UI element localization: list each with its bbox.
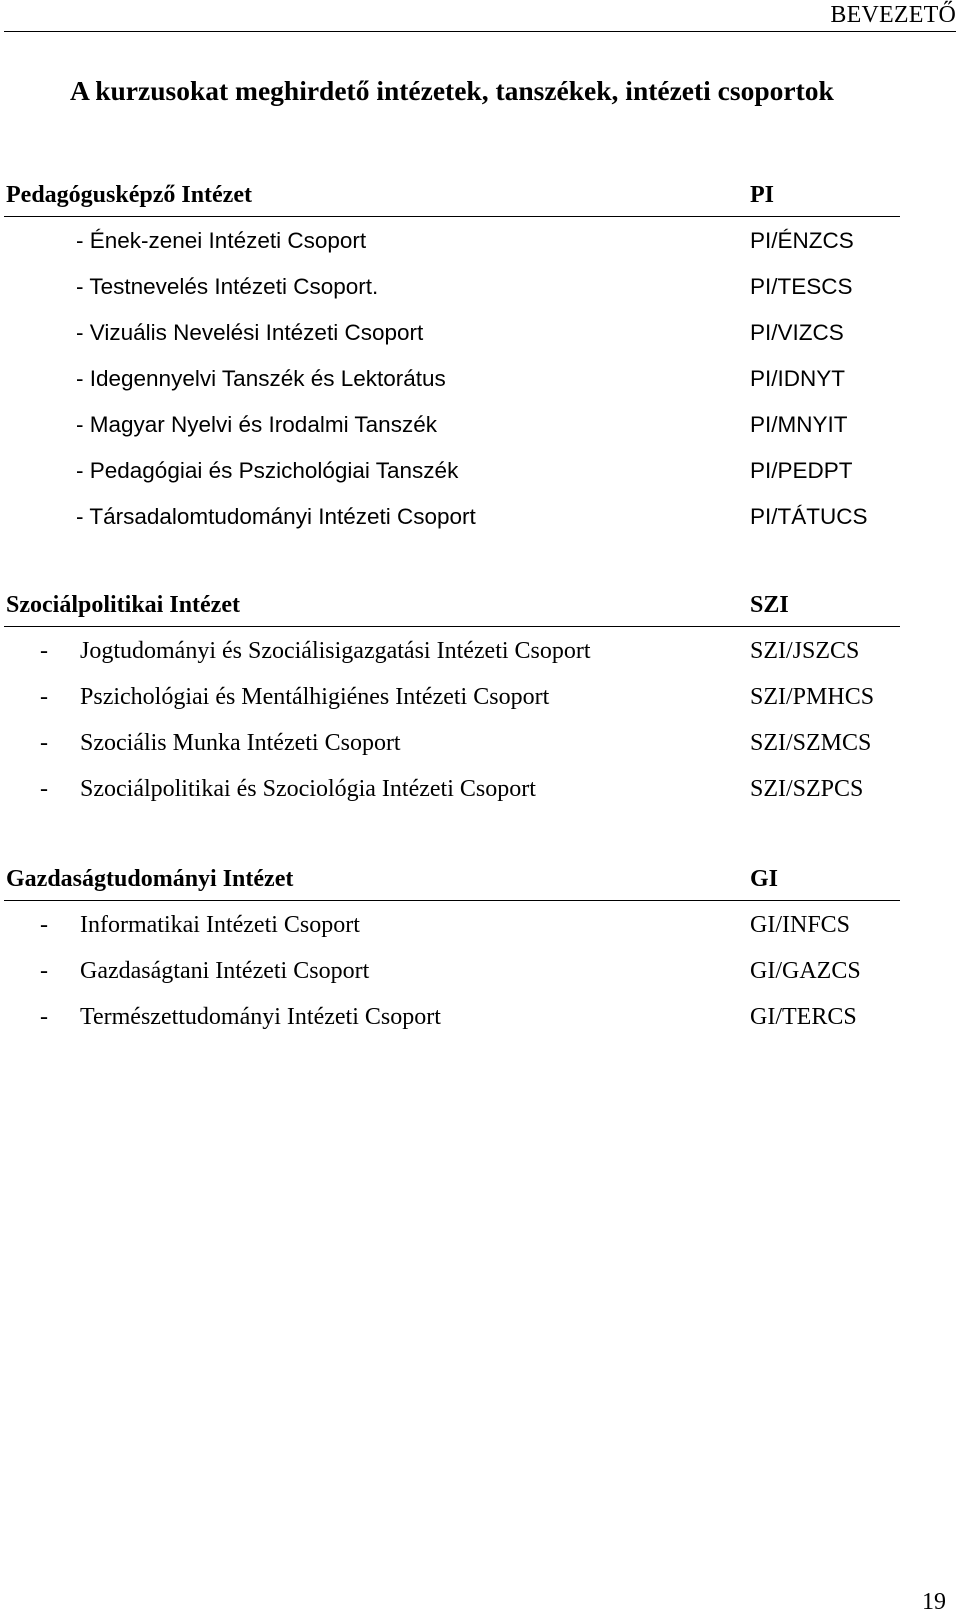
unit-code: SZI/SZPCS — [750, 776, 864, 802]
institute-heading-gi — [4, 866, 900, 901]
unit-row — [0, 912, 960, 946]
unit-row — [0, 638, 960, 672]
unit-label: Természettudományi Intézeti Csoport — [80, 1004, 441, 1030]
institute-name: Szociálpolitikai Intézet — [6, 592, 240, 618]
unit-row — [0, 776, 960, 810]
unit-code: SZI/PMHCS — [750, 684, 875, 710]
page-title: A kurzusokat meghirdető intézetek, tanszékek, intézeti csoportok — [70, 75, 834, 106]
institute-heading-szi — [4, 592, 900, 627]
unit-row — [0, 457, 960, 491]
unit-row — [0, 319, 960, 353]
unit-label: - Idegennyelvi Tanszék és Lektorátus — [76, 366, 446, 391]
unit-row — [0, 958, 960, 992]
unit-code: GI/TERCS — [750, 1004, 857, 1030]
unit-row — [0, 365, 960, 399]
unit-label: Informatikai Intézeti Csoport — [80, 912, 360, 938]
unit-label: Pszichológiai és Mentálhigiénes Intézeti Csoport — [80, 684, 550, 710]
institute-name: Pedagógusképző Intézet — [6, 182, 252, 208]
unit-label: - Társadalomtudományi Intézeti Csoport — [76, 504, 476, 529]
institute-code: GI — [750, 866, 779, 892]
unit-label: - Vizuális Nevelési Intézeti Csoport — [76, 320, 424, 345]
unit-dash: - — [40, 684, 48, 710]
unit-row — [0, 503, 960, 537]
header-rule — [4, 31, 956, 32]
unit-row — [0, 227, 960, 261]
unit-dash: - — [40, 638, 48, 664]
unit-code: PI/PEDPT — [750, 458, 853, 483]
unit-label: Szociális Munka Intézeti Csoport — [80, 730, 401, 756]
institute-name: Gazdaságtudományi Intézet — [6, 866, 294, 892]
institute-heading-pi — [4, 182, 900, 217]
unit-dash: - — [40, 1004, 48, 1030]
unit-dash: - — [40, 776, 48, 802]
unit-dash: - — [40, 730, 48, 756]
page-number: 19 — [922, 1589, 946, 1615]
unit-code: PI/MNYIT — [750, 412, 848, 437]
unit-row — [0, 411, 960, 445]
unit-row — [0, 273, 960, 307]
unit-label: Szociálpolitikai és Szociológia Intézeti Csoport — [80, 776, 536, 802]
unit-code: SZI/SZMCS — [750, 730, 872, 756]
running-header: BEVEZETŐ — [830, 2, 956, 28]
unit-code: SZI/JSZCS — [750, 638, 860, 664]
unit-label: - Testnevelés Intézeti Csoport. — [76, 274, 379, 299]
unit-label: Jogtudományi és Szociálisigazgatási Intézeti Csoport — [80, 638, 591, 664]
unit-code: PI/TÁTUCS — [750, 504, 868, 529]
institute-code: SZI — [750, 592, 789, 618]
unit-row — [0, 684, 960, 718]
institute-code: PI — [750, 182, 774, 208]
unit-label: Gazdaságtani Intézeti Csoport — [80, 958, 370, 984]
unit-code: PI/VIZCS — [750, 320, 844, 345]
unit-label: - Pedagógiai és Pszichológiai Tanszék — [76, 458, 459, 483]
unit-dash: - — [40, 912, 48, 938]
unit-code: GI/INFCS — [750, 912, 851, 938]
unit-row — [0, 730, 960, 764]
unit-label: - Magyar Nyelvi és Irodalmi Tanszék — [76, 412, 437, 437]
unit-code: GI/GAZCS — [750, 958, 861, 984]
unit-code: PI/TESCS — [750, 274, 853, 299]
unit-label: - Ének-zenei Intézeti Csoport — [76, 228, 367, 253]
unit-code: PI/IDNYT — [750, 366, 846, 391]
unit-dash: - — [40, 958, 48, 984]
unit-row — [0, 1004, 960, 1038]
unit-code: PI/ÉNZCS — [750, 228, 854, 253]
